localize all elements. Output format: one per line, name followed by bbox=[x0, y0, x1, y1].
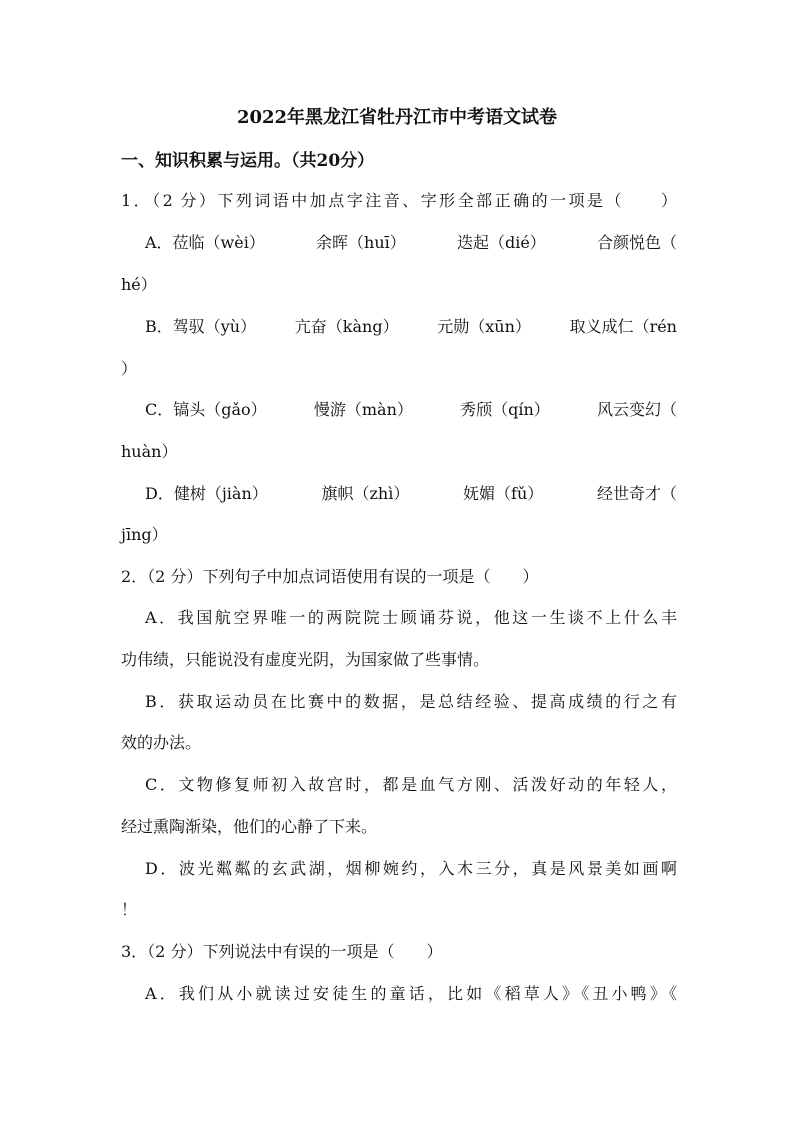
q1-b-word-1: B．驾驭（yù） bbox=[145, 317, 257, 336]
q3-option-a-line-1: A．我们从小就读过安徒生的童话，比如《稻草人》《丑小鸭》《 bbox=[145, 984, 677, 1003]
q2-option-c-line-1: C．文物修复师初入故宫时，都是血气方刚、活泼好动的年轻人， bbox=[145, 775, 677, 794]
q2-option-b-line-1: B．获取运动员在比赛中的数据，是总结经验、提高成绩的行之有 bbox=[145, 692, 677, 711]
q3-stem: 3．（2 分）下列说法中有误的一项是（ ） bbox=[121, 942, 443, 961]
q2-option-c-line-2: 经过熏陶渐染，他们的心静了下来。 bbox=[121, 817, 378, 836]
q1-a-word-1: A．莅临（wèi） bbox=[145, 233, 265, 252]
q1-d-word-3: 妩媚（fǔ） bbox=[463, 484, 544, 503]
q1-a-word-2: 余晖（huī） bbox=[316, 233, 406, 252]
q1-option-d bbox=[145, 480, 677, 508]
q1-d-word-4: 经世奇才（ bbox=[596, 484, 677, 503]
q1-option-b bbox=[145, 313, 677, 341]
q1-a-word-3: 迭起（dié） bbox=[456, 233, 546, 252]
q2-option-a-line-2: 功伟绩，只能说没有虚度光阴，为国家做了些事情。 bbox=[121, 650, 490, 669]
page-title: 2022年黑龙江省牡丹江市中考语文试卷 bbox=[236, 107, 558, 128]
section-heading: 一、知识积累与运用。（共20分） bbox=[121, 151, 375, 171]
q1-b-word-4: 取义成仁（rén bbox=[569, 317, 677, 336]
q2-stem: 2．（2 分）下列句子中加点词语使用有误的一项是（ ） bbox=[121, 567, 539, 586]
q1-option-c bbox=[145, 396, 677, 424]
q2-option-a-line-1: A．我国航空界唯一的两院院士顾诵芬说，他这一生谈不上什么丰 bbox=[145, 608, 677, 627]
q2-option-d-line-1: D．波光粼粼的玄武湖，烟柳婉约，入木三分，真是风景美如画啊 bbox=[145, 859, 677, 878]
q1-b-word-2: 亢奋（kàng） bbox=[294, 317, 399, 336]
q2-option-b-line-2: 效的办法。 bbox=[121, 733, 202, 752]
q1-c-word-3: 秀颀（qín） bbox=[460, 400, 550, 419]
q1-c-word-2: 慢游（màn） bbox=[313, 400, 413, 419]
q1-option-a-wrap: hé） bbox=[121, 275, 157, 294]
q1-c-word-4: 风云变幻（ bbox=[596, 400, 677, 419]
q1-d-word-2: 旗帜（zhì） bbox=[321, 484, 410, 503]
q1-option-d-wrap: jīng） bbox=[121, 525, 168, 544]
q1-d-word-1: D．健树（jiàn） bbox=[145, 484, 268, 503]
q1-a-word-4: 合颜悦色（ bbox=[596, 233, 677, 252]
q1-option-b-wrap: ） bbox=[121, 359, 138, 378]
q2-option-d-line-2: ！ bbox=[121, 900, 138, 919]
q1-stem: 1．（2 分）下列词语中加点字注音、字形全部正确的一项是（ ） bbox=[121, 191, 677, 210]
q1-b-word-3: 元勋（xūn） bbox=[437, 317, 531, 336]
q1-option-a bbox=[145, 229, 677, 257]
q1-c-word-1: C．镐头（gǎo） bbox=[145, 400, 267, 419]
q1-option-c-wrap: huàn） bbox=[121, 442, 178, 461]
